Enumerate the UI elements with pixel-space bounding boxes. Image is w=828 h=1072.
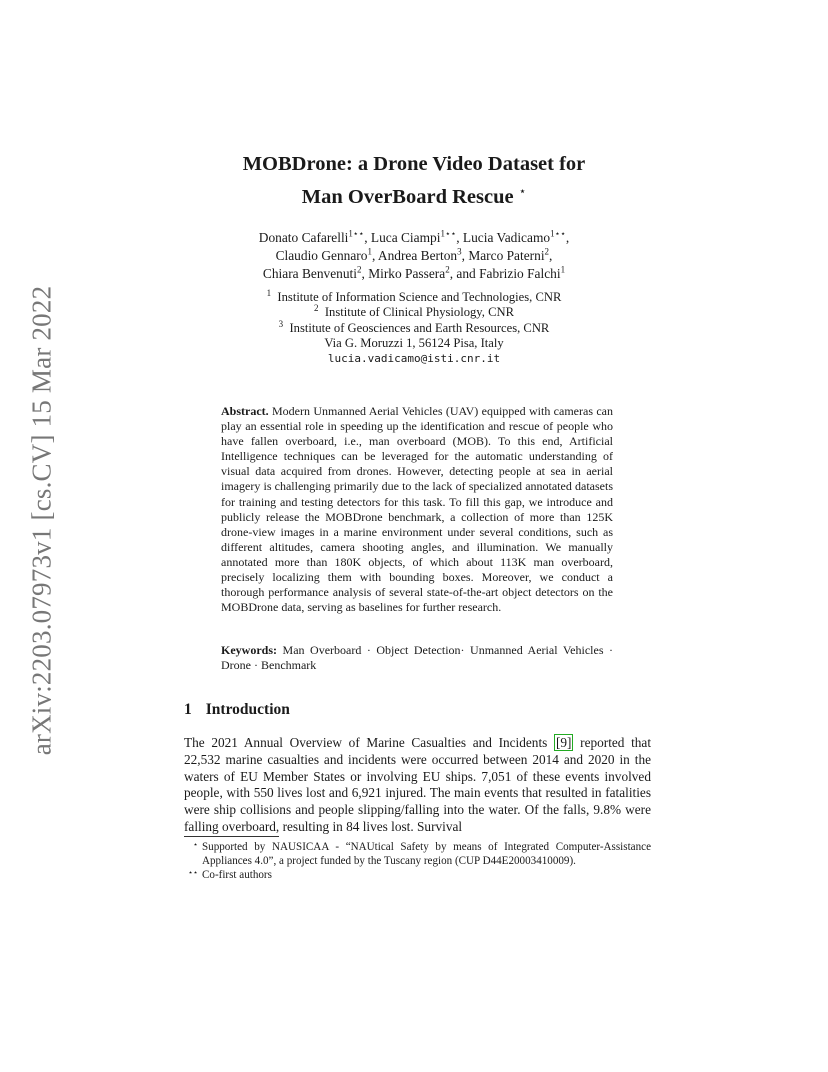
arxiv-identifier: arXiv:2203.07973v1 [cs.CV] 15 Mar 2022 [26, 285, 57, 755]
intro-paragraph: The 2021 Annual Overview of Marine Casualties and Incidents [9] reported that 22,532 marine casualties and incidents were occurred between 2014 and 2020 in the waters of EU Member States or involving EU ships. 7,051 of these events involved people, with 550 lives lost and 6,921 injured. The main events that resulted in fatalities were ship collisions and people slipping/falling into the water. Of the falls, 9.8% were falling overboard, resulting in 84 lives lost. Survival [184, 735, 652, 834]
title-line-2: Man OverBoard Rescue ⋆ [301, 184, 527, 208]
author: Donato Cafarelli [258, 230, 349, 245]
affiliation: $^3$ Institute of Geosciences and Earth Resources, CNR [278, 318, 550, 335]
author: Claudio Gennaro [275, 248, 368, 263]
footnote-text: Co-first authors [202, 869, 272, 882]
affiliation: $^1$ Institute of Information Science and Technologies, CNR [266, 287, 562, 304]
author-list [0, 229, 828, 283]
keywords-text: Man Overboard · Object Detection· Unmanned Aerial Vehicles · Drone · Benchmark [221, 643, 614, 673]
author: Andrea Berton [377, 248, 458, 263]
email-link[interactable]: lucia.vadicamo@isti.cnr.it [327, 352, 501, 366]
author: Chiara Benvenuti [262, 266, 358, 281]
footnote-mark: ⋆ [192, 840, 198, 849]
section-heading [184, 701, 290, 719]
author: Marco Paterni [468, 248, 545, 263]
footnote [184, 868, 651, 882]
abstract-label: Abstract. [221, 404, 269, 418]
author: Fabrizio Falchi [479, 266, 561, 281]
affiliation: $^2$ Institute of Clinical Physiology, CNR [314, 303, 514, 320]
keywords-label: Keywords: [221, 643, 277, 657]
author: Luca Ciampi [370, 230, 441, 245]
citation-link[interactable]: [9] [555, 735, 572, 750]
section-title: Introduction [205, 701, 290, 718]
title-line-1: MOBDrone: a Drone Video Dataset for [242, 153, 586, 175]
section-number: 1 [184, 701, 192, 718]
address: Via G. Moruzzi 1, 56124 Pisa, Italy [324, 335, 504, 350]
footnote-divider [184, 836, 279, 837]
abstract-text: Modern Unmanned Aerial Vehicles (UAV) equipped with cameras can play an essential role in speeding up the identification and rescue of people who have fallen overboard, i.e., man overboard (MOB). To this end, Artificial Intelligence techniques can be leveraged for the automatic understanding of visual data acquired from drones. However, detecting people at sea in aerial imagery is challenging primarily due to the lack of specialized annotated datasets for training and testing detectors for this task. To fill this gap, we introduce and publicly release the MOBDrone benchmark, a collection of more than 125K drone-view images in a marine environment under several conditions, such as different altitudes, camera shooting angles, and illumination. We manually annotated more than 180K objects, of which about 113K man overboard, precisely localizing them with bounding boxes. Moreover, we conduct a thorough performance analysis of several state-of-the-art object detectors on the MOBDrone data, serving as baselines for further research. [221, 404, 613, 615]
title-footnote-mark: ⋆ [518, 184, 527, 198]
footnote-text: Supported by NAUSICAA - “NAUtical Safety by means of Integrated Computer-Assistance Appliances 4.0”, a project funded by the Tuscany region (CUP D44E20003410009). [202, 841, 651, 868]
abstract [221, 404, 613, 615]
author-line-3: Chiara Benvenuti$^2$, Mirko Passera$^2$, and Fabrizio Falchi$^1$ [262, 264, 566, 281]
author: Mirko Passera [368, 266, 446, 281]
footnote [184, 840, 651, 868]
author-line-2: Claudio Gennaro$^1$, Andrea Berton$^3$, Marco Paterni$^2$, [275, 246, 553, 263]
author: Lucia Vadicamo [462, 230, 551, 245]
footnotes [184, 840, 651, 882]
paper-title [0, 151, 828, 211]
affiliations [0, 287, 828, 366]
footnote-mark: ⋆⋆ [187, 868, 198, 878]
author-line-1: Donato Cafarelli$^{1⋆⋆}$, Luca Ciampi$^{1⋆⋆}$, Lucia Vadicamo$^{1⋆⋆}$, [258, 228, 570, 245]
keywords [221, 643, 613, 673]
